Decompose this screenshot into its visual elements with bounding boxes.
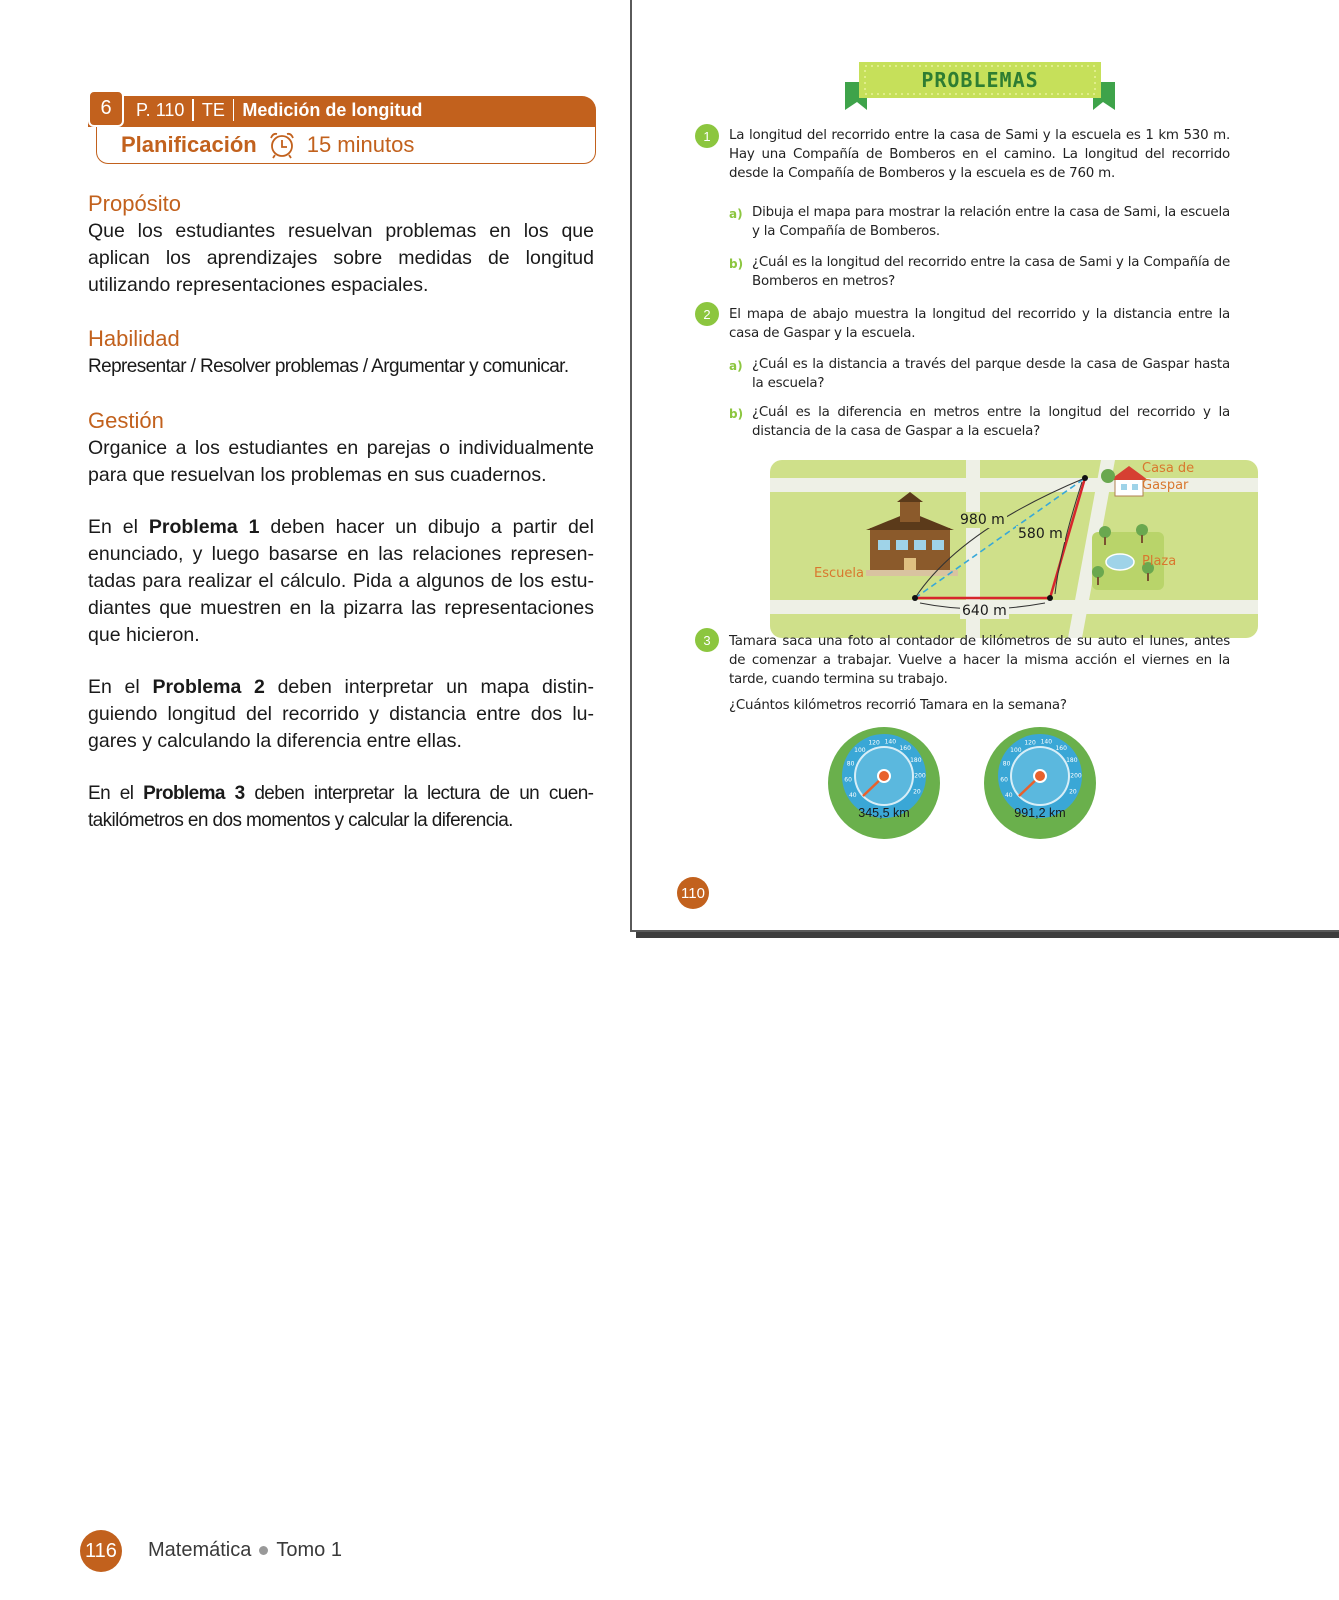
note-bold: Problema 2 (152, 676, 265, 698)
gauge-tick-label: 180 (1066, 757, 1078, 765)
bullet-icon (259, 1546, 268, 1555)
footer-volume: Tomo 1 (276, 1539, 342, 1561)
problem-1a-letter: a) (729, 207, 743, 221)
speedometer-icon (983, 726, 1097, 840)
gauge-tick-label: 120 (1024, 739, 1036, 747)
problema-1-note (88, 514, 594, 649)
footer-subject: Matemática (148, 1539, 252, 1561)
problem-1b-letter: b) (729, 257, 744, 271)
footer-page-number: 116 (80, 1530, 122, 1572)
distance-980: 980 m (960, 512, 1005, 528)
lesson-topic: Medición de longitud (242, 99, 423, 120)
note-text: deben hacer un dibujo a partir del enunciado, y luego basarse en las relaciones representadas para realizar el cálculo. Pida a algunos de los estudiantes que muestren en la pizarra las representaciones que hicieron. (88, 516, 594, 646)
odometer-reading-2: 991,2 km (1014, 806, 1066, 820)
gauge-tick-label: 140 (1040, 738, 1053, 746)
escuela-label: Escuela (814, 566, 864, 581)
duration: 15 minutos (306, 132, 415, 157)
odometer-gauge (827, 726, 941, 840)
speedometer-icon (827, 726, 941, 840)
problem-3-number: 3 (695, 628, 719, 652)
problem-2b-letter: b) (729, 407, 744, 421)
note-bold: Problema 3 (143, 783, 245, 804)
alarm-clock-icon (267, 130, 297, 160)
gauge-tick-label: 120 (868, 739, 880, 747)
proposito-text: Que los estudiantes resuelvan problemas en los que aplican los aprendizajes sobre medidas de longitud utilizando representaciones espaciales. (88, 220, 594, 296)
page-ref: P. 110 (136, 99, 185, 120)
problem-2-number: 2 (695, 302, 719, 326)
gauge-tick-label: 140 (884, 738, 897, 746)
problem-3-text: Tamara saca una foto al contador de kilómetros de su auto el lunes, antes de comenzar a trabajar. Vuelve a hacer la misma acción el viernes en la tarde, cuando termina su trabajo. (729, 634, 1230, 687)
gauge-tick-label: 200 (914, 772, 926, 780)
note-text: deben interpretar un mapa distinguiendo longitud del recorrido y distancia entre dos lugares y calculando la diferencia entre ellas. (88, 676, 594, 752)
gauge-tick-label: 60 (844, 776, 852, 784)
gauge-tick-label: 100 (854, 747, 866, 755)
problem-2a-text: ¿Cuál es la distancia a través del parque desde la casa de Gaspar hasta la escuela? (752, 357, 1230, 391)
problem-1b-text: ¿Cuál es la longitud del recorrido entre la casa de Sami y la Compañía de Bomberos en metros? (752, 255, 1230, 289)
problem-2a-letter: a) (729, 359, 743, 373)
odometer-gauge (983, 726, 1097, 840)
distance-580: 580 m (1018, 526, 1063, 542)
gauge-tick-label: 180 (910, 757, 922, 765)
problem-1-text: La longitud del recorrido entre la casa de Sami y la escuela es 1 km 530 m. Hay una Compañía de Bomberos en el camino. La longitud del recorrido desde la Compañía de Bomberos y la escuela es de 760 m. (729, 128, 1230, 181)
gestion-title: Gestión (88, 408, 164, 433)
problem-1-number: 1 (695, 124, 719, 148)
route-map (770, 460, 1258, 638)
casa-label-2: Gaspar (1142, 478, 1189, 493)
note-prefix: En el (88, 676, 153, 698)
gauge-tick-label: 80 (846, 760, 855, 768)
habilidad-text: Representar / Resolver problemas / Argumentar y comunicar. (88, 356, 569, 377)
gestion-text: Organice a los estudiantes en parejas o individualmente para que resuelvan los problemas en sus cuadernos. (88, 437, 594, 486)
gauge-tick-label: 40 (848, 792, 857, 799)
student-page-number: 110 (677, 877, 709, 909)
problema-3-note (88, 780, 594, 834)
divider (233, 99, 235, 121)
gauge-tick-label: 60 (1000, 776, 1008, 784)
note-prefix: En el (88, 783, 144, 804)
lesson-number: 6 (88, 90, 124, 127)
divider (192, 99, 194, 121)
note-bold: Problema 1 (148, 516, 260, 538)
gauge-tick-label: 200 (1070, 772, 1082, 780)
distance-640: 640 m (962, 603, 1007, 619)
casa-label-1: Casa de (1142, 461, 1195, 476)
footer (148, 1539, 342, 1562)
problem-2b-text: ¿Cuál es la diferencia en metros entre la longitud del recorrido y la distancia de la casa de Gaspar a la escuela? (752, 405, 1230, 439)
lesson-header (88, 96, 596, 168)
note-prefix: En el (88, 516, 149, 538)
gauge-tick-label: 80 (1002, 760, 1011, 768)
problem-3-question: ¿Cuántos kilómetros recorrió Tamara en la semana? (729, 698, 1067, 713)
proposito-title: Propósito (88, 191, 181, 216)
problema-2-note (88, 674, 594, 755)
habilidad-title: Habilidad (88, 326, 180, 351)
odometer-reading-1: 345,5 km (858, 806, 910, 820)
gauge-tick-label: 20 (1069, 788, 1077, 796)
planning-box (96, 127, 596, 164)
gauge-tick-label: 160 (1055, 744, 1067, 752)
gauge-tick-label: 160 (899, 744, 911, 752)
planning-label: Planificación (121, 132, 257, 157)
gauge-tick-label: 100 (1010, 747, 1022, 755)
problems-banner (845, 60, 1115, 116)
plaza-label: Plaza (1142, 554, 1177, 569)
gauge-tick-label: 20 (913, 788, 921, 796)
gauge-tick-label: 40 (1004, 792, 1013, 799)
banner-title: PROBLEMAS (921, 68, 1039, 92)
header-text (136, 99, 422, 121)
problem-1a-text: Dibuja el mapa para mostrar la relación entre la casa de Sami, la escuela y la Compañía de Bomberos. (752, 205, 1230, 239)
note-text: deben interpretar la lectura de un cuentakilómetros en dos momentos y calcular la diferencia. (88, 783, 594, 831)
header-tag: TE (201, 99, 225, 120)
problem-2-text: El mapa de abajo muestra la longitud del recorrido y la distancia entre la casa de Gaspar y la escuela. (729, 307, 1230, 341)
